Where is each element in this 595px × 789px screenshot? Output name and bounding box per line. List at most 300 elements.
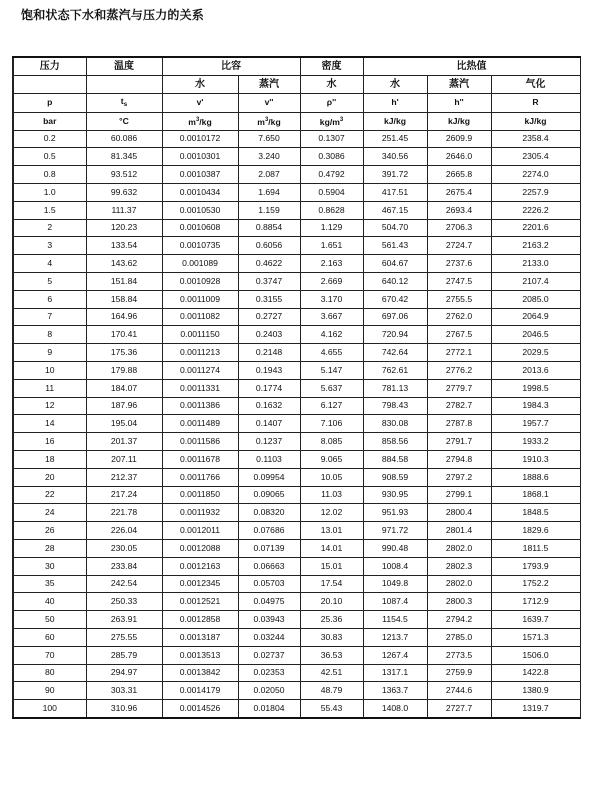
cell-density: 0.8628 (300, 201, 363, 219)
cell-steam-enthalpy: 2747.5 (427, 272, 491, 290)
cell-vaporization-heat: 1888.6 (491, 468, 580, 486)
table-row (13, 201, 580, 219)
cell-temperature: 221.78 (86, 504, 162, 522)
table-row (13, 628, 580, 646)
cell-vaporization-heat: 2085.0 (491, 290, 580, 308)
cell-water-enthalpy: 830.08 (363, 415, 427, 433)
cell-density: 5.637 (300, 379, 363, 397)
unit-h2: kJ/kg (427, 112, 491, 130)
cell-density: 25.36 (300, 611, 363, 629)
table-row (13, 468, 580, 486)
cell-vaporization-heat: 1319.7 (491, 700, 580, 718)
cell-water-volume: 0.0013842 (162, 664, 238, 682)
cell-steam-enthalpy: 2759.9 (427, 664, 491, 682)
cell-density: 3.667 (300, 308, 363, 326)
cell-density: 2.163 (300, 255, 363, 273)
cell-vaporization-heat: 1639.7 (491, 611, 580, 629)
cell-temperature: 93.512 (86, 166, 162, 184)
cell-water-enthalpy: 742.64 (363, 344, 427, 362)
cell-water-enthalpy: 561.43 (363, 237, 427, 255)
cell-water-volume: 0.0012521 (162, 593, 238, 611)
table-row (13, 308, 580, 326)
table-row (13, 397, 580, 415)
cell-water-volume: 0.0014526 (162, 700, 238, 718)
unit-v2 (238, 112, 300, 130)
cell-steam-enthalpy: 2802.3 (427, 557, 491, 575)
header-water-volume: 水 (162, 75, 238, 93)
cell-vaporization-heat: 2046.5 (491, 326, 580, 344)
cell-water-volume: 0.0011082 (162, 308, 238, 326)
symbol-rho: ρ'' (300, 93, 363, 112)
table-row (13, 433, 580, 451)
cell-vaporization-heat: 1752.2 (491, 575, 580, 593)
cell-water-volume: 0.0012858 (162, 611, 238, 629)
cell-steam-enthalpy: 2724.7 (427, 237, 491, 255)
cell-density: 0.4792 (300, 166, 363, 184)
cell-pressure: 0.2 (13, 130, 86, 148)
cell-vaporization-heat: 2257.9 (491, 183, 580, 201)
table-row (13, 682, 580, 700)
cell-pressure: 2 (13, 219, 86, 237)
cell-density: 6.127 (300, 397, 363, 415)
cell-water-enthalpy: 417.51 (363, 183, 427, 201)
symbol-h2: h'' (427, 93, 491, 112)
cell-density: 9.065 (300, 450, 363, 468)
cell-steam-volume: 0.09954 (238, 468, 300, 486)
cell-steam-volume: 0.05703 (238, 575, 300, 593)
cell-temperature: 285.79 (86, 646, 162, 664)
unit-v1 (162, 112, 238, 130)
cell-temperature: 212.37 (86, 468, 162, 486)
header-unit-row (13, 112, 580, 130)
page-title: 饱和状态下水和蒸汽与压力的关系 (21, 8, 205, 22)
cell-vaporization-heat: 2226.2 (491, 201, 580, 219)
cell-water-enthalpy: 858.56 (363, 433, 427, 451)
header-blank (86, 75, 162, 93)
cell-steam-enthalpy: 2800.3 (427, 593, 491, 611)
cell-steam-volume: 0.2727 (238, 308, 300, 326)
cell-pressure: 4 (13, 255, 86, 273)
cell-vaporization-heat: 2274.0 (491, 166, 580, 184)
cell-vaporization-heat: 1910.3 (491, 450, 580, 468)
cell-water-enthalpy: 1267.4 (363, 646, 427, 664)
table-row (13, 557, 580, 575)
cell-steam-enthalpy: 2675.4 (427, 183, 491, 201)
cell-steam-enthalpy: 2799.1 (427, 486, 491, 504)
symbol-h1: h' (363, 93, 427, 112)
cell-water-enthalpy: 990.48 (363, 539, 427, 557)
cell-steam-enthalpy: 2767.5 (427, 326, 491, 344)
cell-temperature: 175.36 (86, 344, 162, 362)
symbol-v2: v'' (238, 93, 300, 112)
cell-water-enthalpy: 1087.4 (363, 593, 427, 611)
cell-density: 0.5904 (300, 183, 363, 201)
cell-density: 30.83 (300, 628, 363, 646)
cell-vaporization-heat: 2107.4 (491, 272, 580, 290)
cell-temperature: 81.345 (86, 148, 162, 166)
cell-steam-enthalpy: 2801.4 (427, 522, 491, 540)
cell-density: 11.03 (300, 486, 363, 504)
cell-temperature: 294.97 (86, 664, 162, 682)
table-row (13, 522, 580, 540)
header-pressure: 压力 (13, 57, 86, 75)
header-specific-volume: 比容 (162, 57, 300, 75)
cell-temperature: 158.84 (86, 290, 162, 308)
cell-density: 7.106 (300, 415, 363, 433)
unit-v1-exp: 3 (195, 116, 200, 123)
header-vaporization: 气化 (491, 75, 580, 93)
cell-pressure: 10 (13, 361, 86, 379)
cell-steam-volume: 1.159 (238, 201, 300, 219)
cell-temperature: 143.62 (86, 255, 162, 273)
cell-steam-volume: 0.01804 (238, 700, 300, 718)
cell-steam-enthalpy: 2800.4 (427, 504, 491, 522)
cell-pressure: 40 (13, 593, 86, 611)
header-temperature: 温度 (86, 57, 162, 75)
cell-pressure: 12 (13, 397, 86, 415)
cell-steam-volume: 0.1632 (238, 397, 300, 415)
cell-pressure: 3 (13, 237, 86, 255)
cell-water-volume: 0.0010608 (162, 219, 238, 237)
cell-water-volume: 0.0011932 (162, 504, 238, 522)
table-row (13, 326, 580, 344)
cell-steam-volume: 0.02050 (238, 682, 300, 700)
cell-density: 3.170 (300, 290, 363, 308)
cell-water-enthalpy: 604.67 (363, 255, 427, 273)
cell-water-volume: 0.0012088 (162, 539, 238, 557)
header-steam-enthalpy: 蒸汽 (427, 75, 491, 93)
table-row (13, 486, 580, 504)
header-symbol-row (13, 93, 580, 112)
cell-steam-enthalpy: 2665.8 (427, 166, 491, 184)
cell-water-volume: 0.0011766 (162, 468, 238, 486)
cell-steam-volume: 0.4622 (238, 255, 300, 273)
cell-density: 0.3086 (300, 148, 363, 166)
cell-steam-enthalpy: 2791.7 (427, 433, 491, 451)
cell-pressure: 22 (13, 486, 86, 504)
cell-pressure: 26 (13, 522, 86, 540)
table-row (13, 450, 580, 468)
cell-steam-volume: 0.02737 (238, 646, 300, 664)
cell-pressure: 1.0 (13, 183, 86, 201)
cell-vaporization-heat: 2029.5 (491, 344, 580, 362)
cell-water-enthalpy: 640.12 (363, 272, 427, 290)
cell-temperature: 226.04 (86, 522, 162, 540)
cell-water-enthalpy: 467.15 (363, 201, 427, 219)
cell-temperature: 99.632 (86, 183, 162, 201)
cell-pressure: 11 (13, 379, 86, 397)
cell-water-volume: 0.0010530 (162, 201, 238, 219)
table-row (13, 183, 580, 201)
symbol-t-subscript: s (123, 100, 128, 108)
table-row (13, 344, 580, 362)
cell-water-enthalpy: 781.13 (363, 379, 427, 397)
cell-steam-enthalpy: 2785.0 (427, 628, 491, 646)
table-row (13, 237, 580, 255)
cell-steam-volume: 1.694 (238, 183, 300, 201)
cell-pressure: 6 (13, 290, 86, 308)
cell-water-enthalpy: 971.72 (363, 522, 427, 540)
cell-water-volume: 0.0010434 (162, 183, 238, 201)
cell-pressure: 9 (13, 344, 86, 362)
cell-water-enthalpy: 884.58 (363, 450, 427, 468)
cell-steam-volume: 0.6056 (238, 237, 300, 255)
cell-water-volume: 0.0011213 (162, 344, 238, 362)
cell-density: 55.43 (300, 700, 363, 718)
header-blank (13, 75, 86, 93)
cell-steam-volume: 0.8854 (238, 219, 300, 237)
cell-density: 14.01 (300, 539, 363, 557)
cell-steam-enthalpy: 2727.7 (427, 700, 491, 718)
cell-steam-enthalpy: 2762.0 (427, 308, 491, 326)
cell-density: 12.02 (300, 504, 363, 522)
cell-temperature: 275.55 (86, 628, 162, 646)
cell-vaporization-heat: 2163.2 (491, 237, 580, 255)
unit-rho-exp: 3 (339, 116, 344, 123)
cell-temperature: 217.24 (86, 486, 162, 504)
cell-pressure: 24 (13, 504, 86, 522)
saturation-table (12, 56, 581, 719)
cell-temperature: 303.31 (86, 682, 162, 700)
table-row (13, 539, 580, 557)
cell-water-enthalpy: 1363.7 (363, 682, 427, 700)
cell-vaporization-heat: 2305.4 (491, 148, 580, 166)
cell-temperature: 195.04 (86, 415, 162, 433)
header-sub-row (13, 75, 580, 93)
unit-celsius: °C (86, 112, 162, 130)
cell-pressure: 50 (13, 611, 86, 629)
cell-temperature: 201.37 (86, 433, 162, 451)
unit-v2-base: m (257, 116, 265, 127)
symbol-v1: v' (162, 93, 238, 112)
cell-steam-volume: 0.3155 (238, 290, 300, 308)
cell-pressure: 14 (13, 415, 86, 433)
cell-pressure: 7 (13, 308, 86, 326)
cell-water-volume: 0.0011150 (162, 326, 238, 344)
table-row (13, 575, 580, 593)
cell-vaporization-heat: 1571.3 (491, 628, 580, 646)
cell-steam-volume: 0.1103 (238, 450, 300, 468)
cell-water-enthalpy: 1154.5 (363, 611, 427, 629)
table-row (13, 415, 580, 433)
cell-steam-enthalpy: 2744.6 (427, 682, 491, 700)
cell-water-volume: 0.0011331 (162, 379, 238, 397)
symbol-t: t (120, 95, 124, 106)
cell-vaporization-heat: 1380.9 (491, 682, 580, 700)
cell-vaporization-heat: 2133.0 (491, 255, 580, 273)
cell-water-volume: 0.001089 (162, 255, 238, 273)
cell-steam-enthalpy: 2646.0 (427, 148, 491, 166)
table-row (13, 379, 580, 397)
cell-water-volume: 0.0011850 (162, 486, 238, 504)
cell-vaporization-heat: 2201.6 (491, 219, 580, 237)
cell-vaporization-heat: 1829.6 (491, 522, 580, 540)
cell-pressure: 60 (13, 628, 86, 646)
cell-temperature: 233.84 (86, 557, 162, 575)
cell-steam-enthalpy: 2737.6 (427, 255, 491, 273)
cell-pressure: 90 (13, 682, 86, 700)
cell-pressure: 8 (13, 326, 86, 344)
cell-water-enthalpy: 391.72 (363, 166, 427, 184)
cell-pressure: 16 (13, 433, 86, 451)
cell-steam-enthalpy: 2802.0 (427, 539, 491, 557)
cell-steam-enthalpy: 2772.1 (427, 344, 491, 362)
table-row (13, 664, 580, 682)
cell-density: 1.129 (300, 219, 363, 237)
cell-steam-enthalpy: 2794.2 (427, 611, 491, 629)
cell-steam-volume: 0.03943 (238, 611, 300, 629)
cell-pressure: 70 (13, 646, 86, 664)
cell-water-volume: 0.0012011 (162, 522, 238, 540)
cell-vaporization-heat: 1811.5 (491, 539, 580, 557)
cell-water-volume: 0.0013513 (162, 646, 238, 664)
cell-water-volume: 0.0010387 (162, 166, 238, 184)
cell-pressure: 1.5 (13, 201, 86, 219)
cell-steam-volume: 3.240 (238, 148, 300, 166)
cell-temperature: 170.41 (86, 326, 162, 344)
table-row (13, 593, 580, 611)
table-row (13, 290, 580, 308)
header-steam-volume: 蒸汽 (238, 75, 300, 93)
unit-v1-base: m (188, 116, 196, 127)
cell-vaporization-heat: 1848.5 (491, 504, 580, 522)
cell-pressure: 18 (13, 450, 86, 468)
symbol-ts (86, 93, 162, 112)
cell-density: 13.01 (300, 522, 363, 540)
cell-water-volume: 0.0011678 (162, 450, 238, 468)
cell-density: 42.51 (300, 664, 363, 682)
cell-steam-enthalpy: 2693.4 (427, 201, 491, 219)
cell-steam-volume: 0.1774 (238, 379, 300, 397)
cell-steam-volume: 0.04975 (238, 593, 300, 611)
cell-water-volume: 0.0011489 (162, 415, 238, 433)
cell-water-volume: 0.0010301 (162, 148, 238, 166)
table-row (13, 611, 580, 629)
cell-temperature: 164.96 (86, 308, 162, 326)
cell-vaporization-heat: 2358.4 (491, 130, 580, 148)
cell-density: 4.655 (300, 344, 363, 362)
table-row (13, 148, 580, 166)
cell-temperature: 120.23 (86, 219, 162, 237)
cell-steam-volume: 0.02353 (238, 664, 300, 682)
unit-v2-tail: /kg (268, 116, 281, 127)
cell-water-volume: 0.0011386 (162, 397, 238, 415)
cell-water-enthalpy: 798.43 (363, 397, 427, 415)
cell-temperature: 230.05 (86, 539, 162, 557)
cell-pressure: 5 (13, 272, 86, 290)
table-body (13, 130, 580, 718)
cell-temperature: 263.91 (86, 611, 162, 629)
cell-water-enthalpy: 1008.4 (363, 557, 427, 575)
cell-steam-enthalpy: 2787.8 (427, 415, 491, 433)
cell-steam-volume: 0.2148 (238, 344, 300, 362)
cell-vaporization-heat: 1933.2 (491, 433, 580, 451)
cell-steam-enthalpy: 2794.8 (427, 450, 491, 468)
cell-water-enthalpy: 251.45 (363, 130, 427, 148)
cell-water-enthalpy: 504.70 (363, 219, 427, 237)
header-density: 密度 (300, 57, 363, 75)
cell-steam-volume: 0.08320 (238, 504, 300, 522)
cell-density: 8.085 (300, 433, 363, 451)
table-row (13, 272, 580, 290)
unit-v1-tail: /kg (199, 116, 212, 127)
cell-vaporization-heat: 2013.6 (491, 361, 580, 379)
cell-steam-volume: 2.087 (238, 166, 300, 184)
table-row (13, 255, 580, 273)
cell-vaporization-heat: 1506.0 (491, 646, 580, 664)
table-row (13, 646, 580, 664)
cell-steam-enthalpy: 2802.0 (427, 575, 491, 593)
cell-water-enthalpy: 340.56 (363, 148, 427, 166)
cell-steam-enthalpy: 2755.5 (427, 290, 491, 308)
table-row (13, 361, 580, 379)
cell-water-enthalpy: 1408.0 (363, 700, 427, 718)
table-row (13, 504, 580, 522)
cell-steam-volume: 0.3747 (238, 272, 300, 290)
cell-density: 1.651 (300, 237, 363, 255)
cell-steam-enthalpy: 2779.7 (427, 379, 491, 397)
cell-steam-volume: 7.650 (238, 130, 300, 148)
cell-pressure: 20 (13, 468, 86, 486)
header-water-density: 水 (300, 75, 363, 93)
cell-steam-volume: 0.1407 (238, 415, 300, 433)
cell-vaporization-heat: 2064.9 (491, 308, 580, 326)
cell-steam-volume: 0.1237 (238, 433, 300, 451)
cell-water-enthalpy: 1317.1 (363, 664, 427, 682)
cell-steam-volume: 0.03244 (238, 628, 300, 646)
cell-vaporization-heat: 1957.7 (491, 415, 580, 433)
header-group-row (13, 57, 580, 75)
unit-rho (300, 112, 363, 130)
cell-water-volume: 0.0011274 (162, 361, 238, 379)
cell-steam-enthalpy: 2609.9 (427, 130, 491, 148)
cell-pressure: 80 (13, 664, 86, 682)
cell-vaporization-heat: 1868.1 (491, 486, 580, 504)
cell-density: 4.162 (300, 326, 363, 344)
cell-temperature: 184.07 (86, 379, 162, 397)
cell-vaporization-heat: 1793.9 (491, 557, 580, 575)
table-row (13, 166, 580, 184)
cell-vaporization-heat: 1712.9 (491, 593, 580, 611)
cell-water-volume: 0.0010172 (162, 130, 238, 148)
cell-water-enthalpy: 762.61 (363, 361, 427, 379)
cell-vaporization-heat: 1422.8 (491, 664, 580, 682)
cell-water-volume: 0.0010735 (162, 237, 238, 255)
table-row (13, 130, 580, 148)
cell-steam-volume: 0.07139 (238, 539, 300, 557)
cell-pressure: 28 (13, 539, 86, 557)
cell-temperature: 207.11 (86, 450, 162, 468)
cell-temperature: 151.84 (86, 272, 162, 290)
cell-water-enthalpy: 720.94 (363, 326, 427, 344)
unit-v2-exp: 3 (264, 116, 269, 123)
cell-steam-enthalpy: 2706.3 (427, 219, 491, 237)
cell-steam-volume: 0.2403 (238, 326, 300, 344)
cell-temperature: 179.88 (86, 361, 162, 379)
cell-density: 2.669 (300, 272, 363, 290)
cell-temperature: 242.54 (86, 575, 162, 593)
cell-density: 17.54 (300, 575, 363, 593)
table-row (13, 700, 580, 718)
symbol-p: p (13, 93, 86, 112)
cell-steam-volume: 0.09065 (238, 486, 300, 504)
cell-pressure: 0.8 (13, 166, 86, 184)
cell-density: 48.79 (300, 682, 363, 700)
cell-steam-enthalpy: 2782.7 (427, 397, 491, 415)
cell-water-volume: 0.0014179 (162, 682, 238, 700)
cell-density: 36.53 (300, 646, 363, 664)
header-water-enthalpy: 水 (363, 75, 427, 93)
